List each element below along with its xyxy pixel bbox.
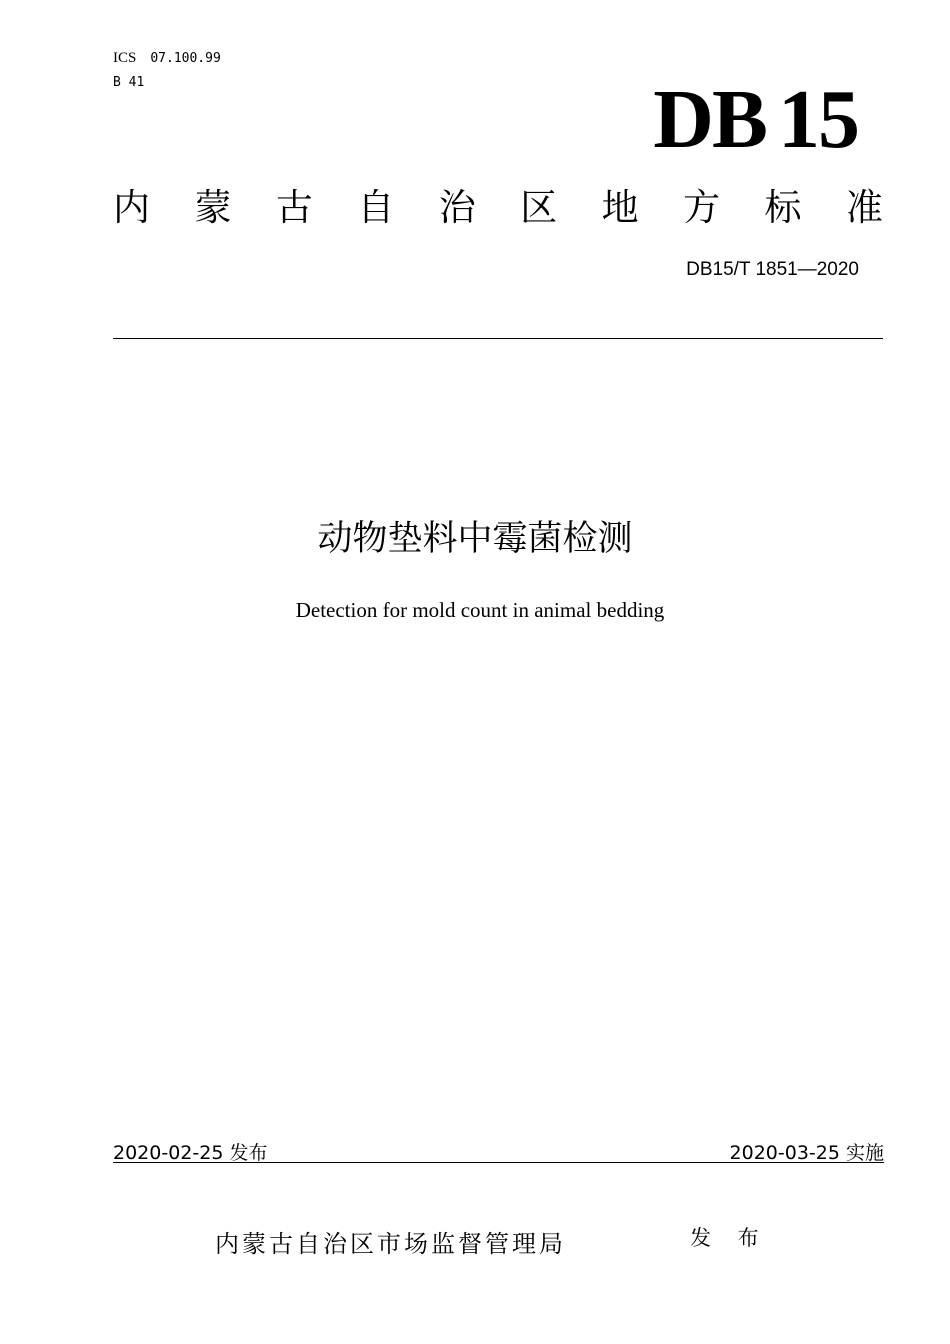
standard-kind-char: 地 <box>601 186 639 229</box>
ics-code: 07.100.99 <box>150 51 221 66</box>
issue-date: 2020-02-25 发布 <box>113 1142 268 1164</box>
standard-kind-char: 内 <box>113 186 150 229</box>
standard-kind-char: 自 <box>357 186 395 229</box>
logo-prefix: DB <box>653 73 766 166</box>
date-divider <box>113 1162 884 1163</box>
title-chinese: 动物垫料中霉菌检测 <box>317 519 633 559</box>
standard-kind-heading <box>113 186 883 230</box>
standard-kind-char: 蒙 <box>194 186 232 229</box>
publish-label: 发 布 <box>690 1226 769 1250</box>
ccs-code: B 41 <box>113 75 145 90</box>
ics-classification <box>113 50 221 67</box>
publisher-name: 内蒙古自治区市场监督管理局 <box>215 1230 566 1258</box>
standard-kind-char: 古 <box>275 186 313 229</box>
standard-kind-char: 准 <box>845 186 883 229</box>
logo-number: 15 <box>778 73 858 166</box>
standard-kind-char: 治 <box>438 186 476 229</box>
standard-kind-char: 方 <box>683 186 721 229</box>
header-divider <box>113 338 883 339</box>
title-english: Detection for mold count in animal bedding <box>295 598 665 622</box>
implementation-date: 2020-03-25 实施 <box>729 1142 884 1164</box>
standard-number: DB15/T 1851—2020 <box>686 259 859 280</box>
standard-kind-char: 区 <box>520 186 558 229</box>
ics-label: ICS <box>113 50 137 66</box>
standard-logo <box>653 73 858 166</box>
standard-kind-char: 标 <box>764 186 802 229</box>
